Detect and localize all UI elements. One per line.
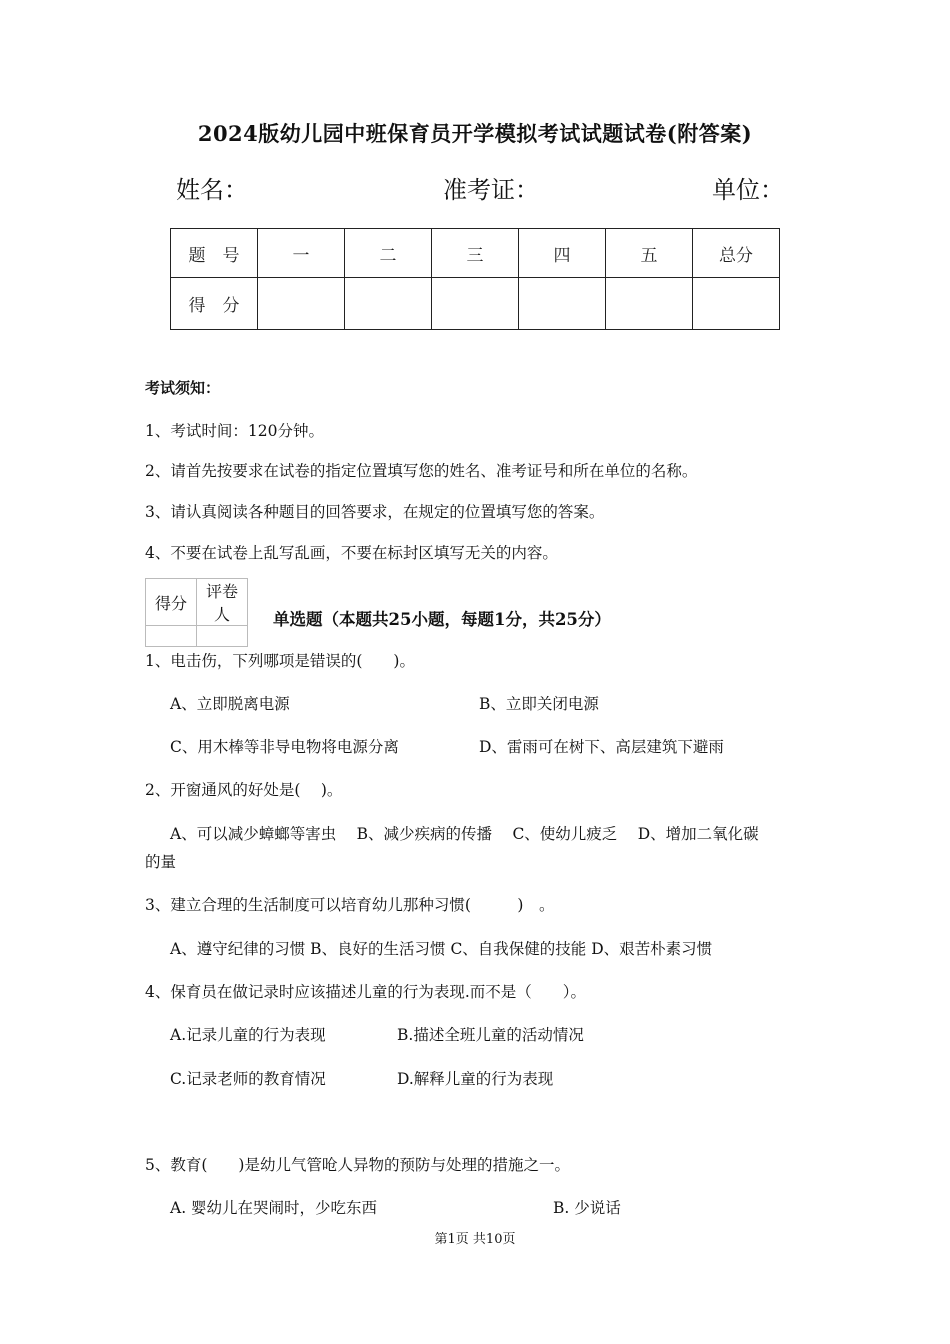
page-footer: 第1页 共10页	[434, 1232, 516, 1247]
question-option: D、雷雨可在树下、高层建筑下避雨	[479, 738, 724, 756]
exam-id-field-label: 准考证：	[443, 176, 539, 204]
score-table-score-row	[171, 278, 780, 330]
grader-box	[145, 578, 248, 647]
score-cell[interactable]	[519, 278, 606, 330]
header-cell: 一	[258, 229, 345, 278]
question-stem: 3、建立合理的生活制度可以培育幼儿那种习惯( ) 。	[145, 896, 555, 914]
question-stem: 5、教育( )是幼儿气管呛人异物的预防与处理的措施之一。	[145, 1156, 570, 1174]
question-option: C.记录老师的教育情况	[170, 1070, 326, 1088]
score-cell[interactable]	[693, 278, 780, 330]
score-table-header-row	[171, 229, 780, 278]
header-cell: 二	[345, 229, 432, 278]
question-stem: 1、电击伤，下列哪项是错误的( )。	[145, 652, 415, 670]
grader-box-grader-cell[interactable]	[197, 626, 248, 647]
notice-item: 3、请认真阅读各种题目的回答要求，在规定的位置填写您的答案。	[145, 503, 605, 521]
name-field-label: 姓名：	[176, 176, 248, 204]
question-option: A、立即脱离电源	[170, 695, 290, 713]
question-option: B. 少说话	[553, 1199, 621, 1217]
question-option: A. 婴幼儿在哭闹时，少吃东西	[170, 1199, 378, 1217]
score-cell[interactable]	[258, 278, 345, 330]
header-cell: 四	[519, 229, 606, 278]
question-options-line: A、遵守纪律的习惯 B、良好的生活习惯 C、自我保健的技能 D、艰苦朴素习惯	[170, 940, 713, 958]
notice-heading: 考试须知：	[145, 379, 221, 397]
header-cell: 总分	[693, 229, 780, 278]
question-options-wrap: 的量	[145, 853, 177, 871]
unit-field-label: 单位：	[712, 176, 784, 204]
question-option: B.描述全班儿童的活动情况	[397, 1026, 584, 1044]
header-cell: 题 号	[171, 229, 258, 278]
score-row-label: 得 分	[171, 278, 258, 330]
question-stem: 4、保育员在做记录时应该描述儿童的行为表现.而不是（ ）。	[145, 983, 587, 1001]
grader-box-score-label: 得分	[146, 579, 197, 626]
question-option: C、用木棒等非导电物将电源分离	[170, 738, 399, 756]
question-option: D.解释儿童的行为表现	[397, 1070, 554, 1088]
question-option: A.记录儿童的行为表现	[170, 1026, 326, 1044]
score-cell[interactable]	[345, 278, 432, 330]
section-heading: 单选题（本题共25小题，每题1分，共25分）	[273, 610, 611, 629]
header-cell: 五	[606, 229, 693, 278]
document-title: 2024版幼儿园中班保育员开学模拟考试试题试卷(附答案)	[197, 121, 753, 146]
notice-item: 4、不要在试卷上乱写乱画，不要在标封区填写无关的内容。	[145, 544, 558, 562]
grader-box-grader-label: 评卷人	[197, 579, 248, 626]
notice-item: 2、请首先按要求在试卷的指定位置填写您的姓名、准考证号和所在单位的名称。	[145, 462, 698, 480]
score-cell[interactable]	[432, 278, 519, 330]
grader-box-score-cell[interactable]	[146, 626, 197, 647]
notice-item: 1、考试时间：120分钟。	[145, 422, 324, 440]
question-options-line: A、可以减少蟑螂等害虫 B、减少疾病的传播 C、使幼儿疲乏 D、增加二氧化碳	[170, 825, 759, 843]
question-option: B、立即关闭电源	[479, 695, 599, 713]
question-stem: 2、开窗通风的好处是( )。	[145, 781, 343, 799]
score-cell[interactable]	[606, 278, 693, 330]
score-table	[170, 228, 780, 330]
header-cell: 三	[432, 229, 519, 278]
